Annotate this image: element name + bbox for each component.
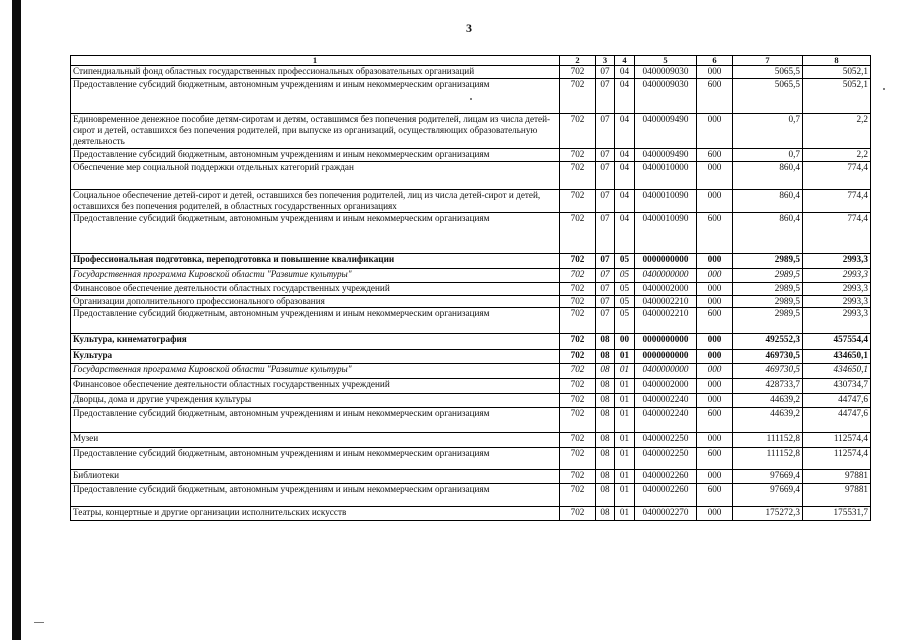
table-row [71,433,871,448]
code-section: 08 [596,433,615,448]
code-ved: 702 [560,408,596,433]
table-row [71,254,871,269]
code-ved: 702 [560,394,596,408]
header-cell: 4 [615,56,635,66]
code-target: 0400010090 [635,190,697,213]
code-target: 0400000000 [635,269,697,283]
code-expense-type: 000 [697,394,733,408]
row-name: Музеи [71,433,560,448]
code-target: 0400002000 [635,379,697,394]
code-ved: 702 [560,308,596,334]
table-row [71,364,871,379]
amount-year-1: 860,4 [733,213,803,254]
table-row [71,283,871,296]
code-subsection: 01 [615,433,635,448]
amount-year-1: 175272,3 [733,507,803,521]
code-target: 0000000000 [635,334,697,350]
code-expense-type: 000 [697,283,733,296]
code-subsection: 01 [615,507,635,521]
row-name: Организации дополнительного профессионального образования [71,296,560,308]
row-name: Финансовое обеспечение деятельности областных государственных учреждений [71,379,560,394]
row-name: Культура, кинематография [71,334,560,350]
row-name: Дворцы, дома и другие учреждения культуры [71,394,560,408]
code-ved: 702 [560,190,596,213]
row-name: Предоставление субсидий бюджетным, автономным учреждениям и иным некоммерческим организациям [71,408,560,433]
code-target: 0000000000 [635,350,697,364]
header-cell: 1 [71,56,560,66]
table-row [71,334,871,350]
code-expense-type: 000 [697,334,733,350]
code-expense-type: 000 [697,364,733,379]
table-row [71,379,871,394]
amount-year-1: 428733,7 [733,379,803,394]
code-expense-type: 600 [697,448,733,470]
code-expense-type: 000 [697,350,733,364]
code-expense-type: 000 [697,190,733,213]
code-ved: 702 [560,484,596,507]
code-target: 0000000000 [635,254,697,269]
code-expense-type: 000 [697,254,733,269]
code-subsection: 05 [615,308,635,334]
code-target: 0400000000 [635,364,697,379]
amount-year-2: 434650,1 [803,350,871,364]
amount-year-2: 2993,3 [803,269,871,283]
amount-year-1: 469730,5 [733,364,803,379]
table-row [71,114,871,149]
code-ved: 702 [560,114,596,149]
code-ved: 702 [560,149,596,162]
header-cell: 5 [635,56,697,66]
amount-year-2: 430734,7 [803,379,871,394]
code-expense-type: 000 [697,470,733,484]
code-ved: 702 [560,379,596,394]
code-expense-type: 000 [697,296,733,308]
code-section: 08 [596,334,615,350]
code-expense-type: 600 [697,79,733,114]
amount-year-1: 0,7 [733,114,803,149]
code-target: 0400002270 [635,507,697,521]
code-target: 0400010090 [635,213,697,254]
header-cell: 3 [596,56,615,66]
code-target: 0400009030 [635,66,697,79]
amount-year-1: 2989,5 [733,296,803,308]
code-ved: 702 [560,162,596,190]
row-name: Профессиональная подготовка, переподготовка и повышение квалификации [71,254,560,269]
row-name: Театры, концертные и другие организации исполнительских искусств [71,507,560,521]
code-target: 0400002210 [635,308,697,334]
header-cell: 2 [560,56,596,66]
row-name: Предоставление субсидий бюджетным, автономным учреждениям и иным некоммерческим организациям [71,79,560,114]
table-row [71,79,871,114]
code-section: 08 [596,484,615,507]
code-target: 0400002240 [635,394,697,408]
row-name: Предоставление субсидий бюджетным, автономным учреждениям и иным некоммерческим организациям [71,149,560,162]
table-row [71,350,871,364]
code-subsection: 04 [615,162,635,190]
code-expense-type: 600 [697,213,733,254]
scan-artifact [34,622,44,623]
code-ved: 702 [560,213,596,254]
scan-artifact [883,88,885,90]
code-section: 07 [596,283,615,296]
code-section: 08 [596,350,615,364]
amount-year-2: 2,2 [803,149,871,162]
table-row [71,394,871,408]
code-target: 0400009490 [635,149,697,162]
table-row [71,448,871,470]
amount-year-1: 44639,2 [733,394,803,408]
amount-year-1: 2989,5 [733,254,803,269]
code-subsection: 01 [615,484,635,507]
code-subsection: 01 [615,408,635,433]
table-row [71,269,871,283]
code-expense-type: 600 [697,408,733,433]
amount-year-1: 5065,5 [733,66,803,79]
code-section: 07 [596,66,615,79]
amount-year-2: 44747,6 [803,394,871,408]
code-subsection: 05 [615,269,635,283]
row-name: Финансовое обеспечение деятельности областных государственных учреждений [71,283,560,296]
code-expense-type: 000 [697,66,733,79]
header-cell: 6 [697,56,733,66]
amount-year-2: 2993,3 [803,308,871,334]
code-expense-type: 600 [697,484,733,507]
amount-year-2: 774,4 [803,190,871,213]
code-ved: 702 [560,283,596,296]
code-target: 0400009030 [635,79,697,114]
code-subsection: 01 [615,379,635,394]
code-section: 07 [596,308,615,334]
amount-year-2: 2993,3 [803,254,871,269]
amount-year-2: 175531,7 [803,507,871,521]
table-row [71,296,871,308]
scan-edge-bar [12,0,21,640]
amount-year-2: 112574,4 [803,448,871,470]
code-ved: 702 [560,470,596,484]
code-subsection: 04 [615,79,635,114]
code-subsection: 01 [615,448,635,470]
code-section: 07 [596,296,615,308]
code-ved: 702 [560,269,596,283]
table-row [71,470,871,484]
amount-year-2: 112574,4 [803,433,871,448]
code-target: 0400002250 [635,448,697,470]
amount-year-1: 469730,5 [733,350,803,364]
code-target: 0400002250 [635,433,697,448]
code-section: 08 [596,364,615,379]
code-expense-type: 000 [697,433,733,448]
amount-year-2: 2993,3 [803,296,871,308]
row-name: Библиотеки [71,470,560,484]
table-row [71,408,871,433]
code-section: 07 [596,114,615,149]
code-section: 08 [596,448,615,470]
code-subsection: 04 [615,190,635,213]
code-target: 0400002210 [635,296,697,308]
amount-year-1: 97669,4 [733,484,803,507]
code-section: 08 [596,394,615,408]
code-section: 07 [596,190,615,213]
code-subsection: 05 [615,254,635,269]
code-ved: 702 [560,296,596,308]
code-subsection: 04 [615,149,635,162]
code-subsection: 04 [615,114,635,149]
code-expense-type: 000 [697,162,733,190]
header-row [71,56,871,66]
row-name: Государственная программа Кировской области "Развитие культуры" [71,269,560,283]
amount-year-2: 97881 [803,484,871,507]
code-target: 0400002260 [635,484,697,507]
code-target: 0400002000 [635,283,697,296]
code-subsection: 05 [615,296,635,308]
table-row [71,308,871,334]
amount-year-1: 5065,5 [733,79,803,114]
code-expense-type: 000 [697,379,733,394]
code-subsection: 00 [615,334,635,350]
header-cell: 7 [733,56,803,66]
row-name: Предоставление субсидий бюджетным, автономным учреждениям и иным некоммерческим организациям [71,308,560,334]
amount-year-2: 5052,1 [803,66,871,79]
code-ved: 702 [560,350,596,364]
code-section: 08 [596,379,615,394]
table-row [71,484,871,507]
code-target: 0400010000 [635,162,697,190]
table-row [71,162,871,190]
row-name: Стипендиальный фонд областных государственных профессиональных образовательных организаций [71,66,560,79]
code-ved: 702 [560,448,596,470]
row-name: Предоставление субсидий бюджетным, автономным учреждениям и иным некоммерческим организациям [71,448,560,470]
code-expense-type: 600 [697,308,733,334]
table-row [71,507,871,521]
table-row [71,190,871,213]
row-name: Обеспечение мер социальной поддержки отдельных категорий граждан [71,162,560,190]
amount-year-1: 97669,4 [733,470,803,484]
code-ved: 702 [560,66,596,79]
code-ved: 702 [560,79,596,114]
table-row [71,66,871,79]
amount-year-1: 2989,5 [733,308,803,334]
amount-year-1: 2989,5 [733,283,803,296]
code-section: 08 [596,408,615,433]
amount-year-2: 774,4 [803,162,871,190]
code-ved: 702 [560,433,596,448]
amount-year-2: 97881 [803,470,871,484]
code-target: 0400002240 [635,408,697,433]
amount-year-2: 457554,4 [803,334,871,350]
code-section: 07 [596,79,615,114]
row-name: Предоставление субсидий бюджетным, автономным учреждениям и иным некоммерческим организациям [71,213,560,254]
amount-year-2: 2993,3 [803,283,871,296]
code-ved: 702 [560,507,596,521]
row-name: Государственная программа Кировской области "Развитие культуры" [71,364,560,379]
code-subsection: 01 [615,350,635,364]
code-section: 07 [596,213,615,254]
code-section: 08 [596,507,615,521]
table-row [71,213,871,254]
code-ved: 702 [560,334,596,350]
amount-year-2: 434650,1 [803,364,871,379]
budget-table [70,55,871,521]
code-section: 07 [596,269,615,283]
amount-year-2: 5052,1 [803,79,871,114]
code-subsection: 05 [615,283,635,296]
row-name: Единовременное денежное пособие детям-сиротам и детям, оставшимся без попечения родителей, лицам из числа детей-сирот и детей, оставшихся без попечения родителей, при выпуске из организаций, осуществляющих образовательную деятельность [71,114,560,149]
code-subsection: 04 [615,66,635,79]
amount-year-1: 860,4 [733,190,803,213]
code-section: 07 [596,254,615,269]
amount-year-1: 0,7 [733,149,803,162]
code-section: 07 [596,162,615,190]
code-target: 0400009490 [635,114,697,149]
code-expense-type: 000 [697,114,733,149]
code-expense-type: 000 [697,507,733,521]
amount-year-1: 2989,5 [733,269,803,283]
code-expense-type: 000 [697,269,733,283]
amount-year-1: 111152,8 [733,433,803,448]
row-name: Культура [71,350,560,364]
page-number: 3 [466,21,472,35]
amount-year-1: 860,4 [733,162,803,190]
code-target: 0400002260 [635,470,697,484]
amount-year-1: 492552,3 [733,334,803,350]
row-name: Социальное обеспечение детей-сирот и детей, оставшихся без попечения родителей, лиц из числа детей-сирот и детей, оставшихся без попечения родителей, в областных государственных организациях [71,190,560,213]
code-ved: 702 [560,254,596,269]
row-name: Предоставление субсидий бюджетным, автономным учреждениям и иным некоммерческим организациям [71,484,560,507]
code-expense-type: 600 [697,149,733,162]
amount-year-2: 774,4 [803,213,871,254]
code-subsection: 01 [615,470,635,484]
header-cell: 8 [803,56,871,66]
amount-year-1: 44639,2 [733,408,803,433]
code-section: 07 [596,149,615,162]
code-subsection: 04 [615,213,635,254]
amount-year-2: 44747,6 [803,408,871,433]
code-ved: 702 [560,364,596,379]
table-row [71,149,871,162]
amount-year-2: 2,2 [803,114,871,149]
code-subsection: 01 [615,364,635,379]
code-section: 08 [596,470,615,484]
amount-year-1: 111152,8 [733,448,803,470]
code-subsection: 01 [615,394,635,408]
